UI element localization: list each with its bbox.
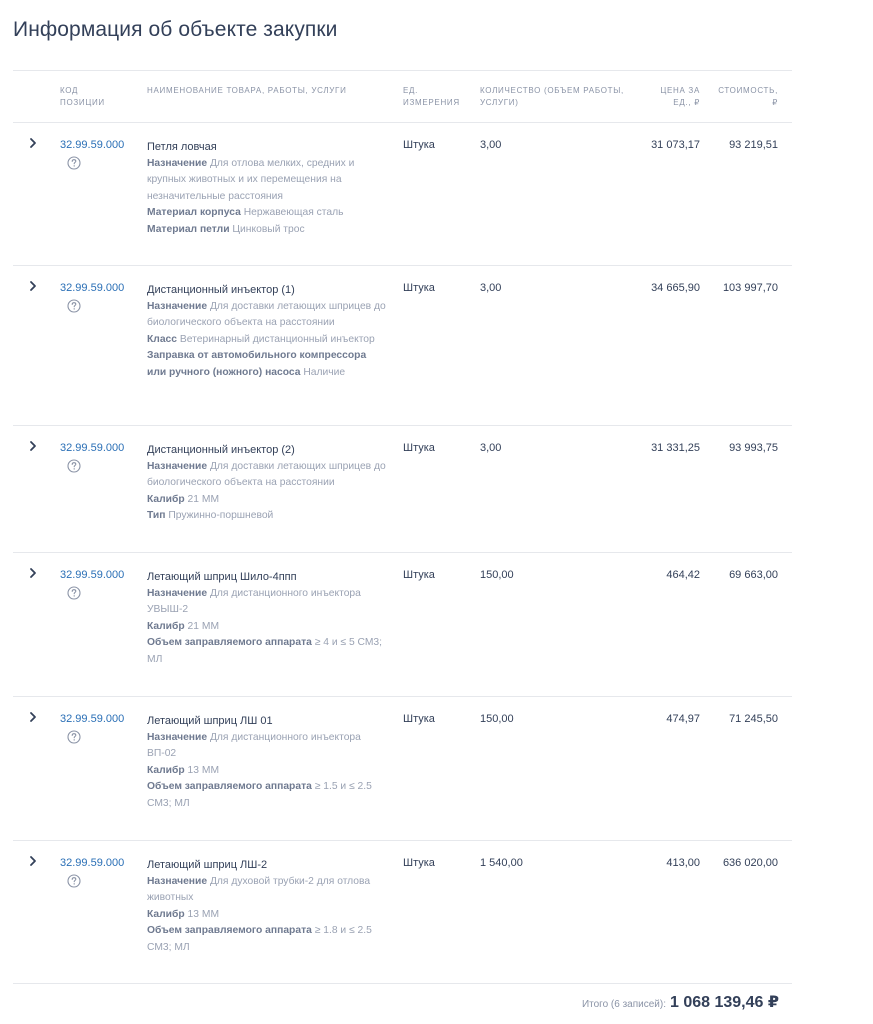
- item-attribute: [147, 492, 387, 509]
- item-quantity: 1 540,00: [480, 857, 523, 869]
- item-name: Дистанционный инъектор (1): [147, 284, 295, 296]
- table-row: [13, 123, 792, 266]
- attribute-label: Назначение: [147, 587, 208, 599]
- attribute-value: Нержавеющая сталь: [243, 207, 344, 218]
- item-attribute: [147, 763, 387, 780]
- item-attribute: [147, 730, 387, 763]
- item-price: 31 331,25: [651, 442, 700, 454]
- question-circle-icon[interactable]: [67, 874, 81, 888]
- item-description: [147, 569, 387, 668]
- header-cost: СТОИМОСТЬ, ₽: [718, 86, 778, 107]
- attribute-value: 13 ММ: [187, 908, 220, 920]
- item-quantity: 3,00: [480, 139, 502, 151]
- item-name: Петля ловчая: [147, 141, 217, 153]
- item-quantity: 3,00: [480, 442, 502, 454]
- position-code-link[interactable]: 32.99.59.000: [60, 282, 125, 294]
- attribute-value: Для доставки летающих шприцев до биологического объекта на расстоянии: [147, 300, 386, 328]
- attribute-label: Назначение: [147, 875, 208, 887]
- item-quantity: 150,00: [480, 713, 514, 725]
- item-attribute: [147, 332, 387, 349]
- item-quantity: 150,00: [480, 569, 514, 581]
- item-cost: 69 663,00: [729, 569, 778, 581]
- item-attribute: [147, 508, 387, 525]
- attribute-value: 13 ММ: [187, 764, 220, 776]
- total-label: Итого (6 записей):: [581, 999, 666, 1010]
- attribute-value: Пружинно-поршневой: [168, 510, 274, 521]
- table-row: [13, 426, 792, 553]
- attribute-value: Наличие: [303, 366, 346, 378]
- item-attribute: [147, 459, 387, 492]
- item-description: [147, 857, 387, 956]
- chevron-right-icon[interactable]: [28, 855, 38, 867]
- position-code-link[interactable]: 32.99.59.000: [60, 569, 125, 581]
- item-cost: 103 997,70: [722, 282, 778, 294]
- table-row: [13, 697, 792, 841]
- item-attribute: [147, 635, 387, 668]
- attribute-value: Для дистанционного инъектора ВП-02: [147, 731, 361, 759]
- attribute-label: Материал петли: [147, 223, 230, 235]
- item-attribute: [147, 907, 387, 924]
- item-attribute: [147, 619, 387, 636]
- item-unit: Штука: [403, 857, 435, 869]
- item-cost: 93 219,51: [729, 139, 778, 151]
- total-value: 1 068 139,46 ₽: [670, 994, 779, 1011]
- item-price: 413,00: [666, 857, 700, 869]
- item-attribute: [147, 779, 387, 812]
- attribute-label: Калибр: [147, 493, 185, 505]
- chevron-right-icon[interactable]: [28, 567, 38, 579]
- attribute-label: Калибр: [147, 620, 185, 632]
- item-attribute: [147, 348, 387, 381]
- item-price: 31 073,17: [651, 139, 700, 151]
- attribute-value: Для духовой трубки-2 для отлова животных: [147, 875, 371, 903]
- question-circle-icon[interactable]: [67, 730, 81, 744]
- item-attribute: [147, 205, 387, 222]
- item-name: Летающий шприц ЛШ 01: [147, 715, 273, 727]
- item-attribute: [147, 874, 387, 907]
- attribute-label: Калибр: [147, 908, 185, 920]
- item-name: Летающий шприц ЛШ-2: [147, 859, 268, 871]
- attribute-label: Калибр: [147, 764, 185, 776]
- position-code-link[interactable]: 32.99.59.000: [60, 442, 125, 454]
- item-attribute: [147, 156, 387, 206]
- table-row: [13, 841, 792, 984]
- page-title: Информация об объекте закупки: [13, 18, 338, 41]
- attribute-label: Объем заправляемого аппарата: [147, 781, 312, 792]
- attribute-value: Для дистанционного инъектора УВЫШ-2: [147, 587, 361, 615]
- attribute-label: Класс: [147, 333, 178, 345]
- item-attribute: [147, 923, 387, 956]
- chevron-right-icon[interactable]: [28, 280, 38, 292]
- attribute-label: Назначение: [147, 731, 208, 743]
- item-cost: 71 245,50: [729, 713, 778, 725]
- question-circle-icon[interactable]: [67, 459, 81, 473]
- attribute-value: ≥ 4 и ≤ 5 СМ3; МЛ: [147, 637, 383, 665]
- item-attribute: [147, 586, 387, 619]
- attribute-label: Объем заправляемого аппарата: [147, 925, 312, 936]
- item-attribute: [147, 222, 387, 239]
- attribute-value: Цинковый трос: [232, 223, 305, 235]
- attribute-label: Материал корпуса: [147, 207, 241, 218]
- item-description: [147, 713, 387, 812]
- header-qty: КОЛИЧЕСТВО (ОБЪЕМ РАБОТЫ, УСЛУГИ): [480, 86, 624, 107]
- item-description: [147, 442, 387, 525]
- item-quantity: 3,00: [480, 282, 502, 294]
- item-price: 464,42: [666, 569, 700, 581]
- table-row: [13, 266, 792, 426]
- item-unit: Штука: [403, 282, 435, 294]
- header-name: НАИМЕНОВАНИЕ ТОВАРА, РАБОТЫ, УСЛУГИ: [147, 86, 347, 95]
- item-name: Летающий шприц Шило-4ппп: [147, 571, 297, 583]
- item-unit: Штука: [403, 139, 435, 151]
- chevron-right-icon[interactable]: [28, 137, 38, 149]
- attribute-label: Заправка от автомобильного компрессора или ручного (ножного) насоса: [147, 350, 367, 378]
- position-code-link[interactable]: 32.99.59.000: [60, 857, 125, 869]
- question-circle-icon[interactable]: [67, 156, 81, 170]
- header-unit: ЕД. ИЗМЕРЕНИЯ: [403, 86, 460, 107]
- header-price: ЦЕНА ЗА ЕД., ₽: [660, 86, 700, 107]
- attribute-value: 21 ММ: [187, 493, 220, 505]
- position-code-link[interactable]: 32.99.59.000: [60, 139, 125, 151]
- item-unit: Штука: [403, 442, 435, 454]
- chevron-right-icon[interactable]: [28, 711, 38, 723]
- table-header: [13, 70, 792, 123]
- procurement-table: [13, 70, 792, 984]
- attribute-value: 21 ММ: [187, 620, 220, 632]
- table-row: [13, 553, 792, 697]
- attribute-value: ≥ 1.5 и ≤ 2.5 СМ3; МЛ: [147, 781, 372, 809]
- attribute-value: Для доставки летающих шприцев до биологического объекта на расстоянии: [147, 460, 386, 488]
- item-cost: 636 020,00: [722, 857, 778, 869]
- item-unit: Штука: [403, 569, 435, 581]
- item-attribute: [147, 299, 387, 332]
- total-summary: [582, 992, 779, 1012]
- question-circle-icon[interactable]: [67, 299, 81, 313]
- attribute-value: Для отлова мелких, средних и крупных животных и их перемещения на незначительные расстояния: [147, 157, 355, 202]
- attribute-value: ≥ 1.8 и ≤ 2.5 СМ3; МЛ: [147, 925, 372, 953]
- attribute-label: Назначение: [147, 460, 208, 472]
- item-price: 34 665,90: [651, 282, 700, 294]
- item-unit: Штука: [403, 713, 435, 725]
- position-code-link[interactable]: 32.99.59.000: [60, 713, 125, 725]
- attribute-label: Тип: [147, 510, 166, 521]
- attribute-label: Назначение: [147, 300, 208, 312]
- item-name: Дистанционный инъектор (2): [147, 444, 295, 456]
- item-description: [147, 139, 387, 238]
- attribute-label: Назначение: [147, 157, 208, 169]
- item-price: 474,97: [666, 713, 700, 725]
- item-cost: 93 993,75: [729, 442, 778, 454]
- attribute-value: Ветеринарный дистанционный инъектор: [179, 333, 375, 345]
- header-code: КОД ПОЗИЦИИ: [60, 86, 105, 107]
- attribute-label: Объем заправляемого аппарата: [147, 637, 312, 648]
- item-description: [147, 282, 387, 381]
- question-circle-icon[interactable]: [67, 586, 81, 600]
- chevron-right-icon[interactable]: [28, 440, 38, 452]
